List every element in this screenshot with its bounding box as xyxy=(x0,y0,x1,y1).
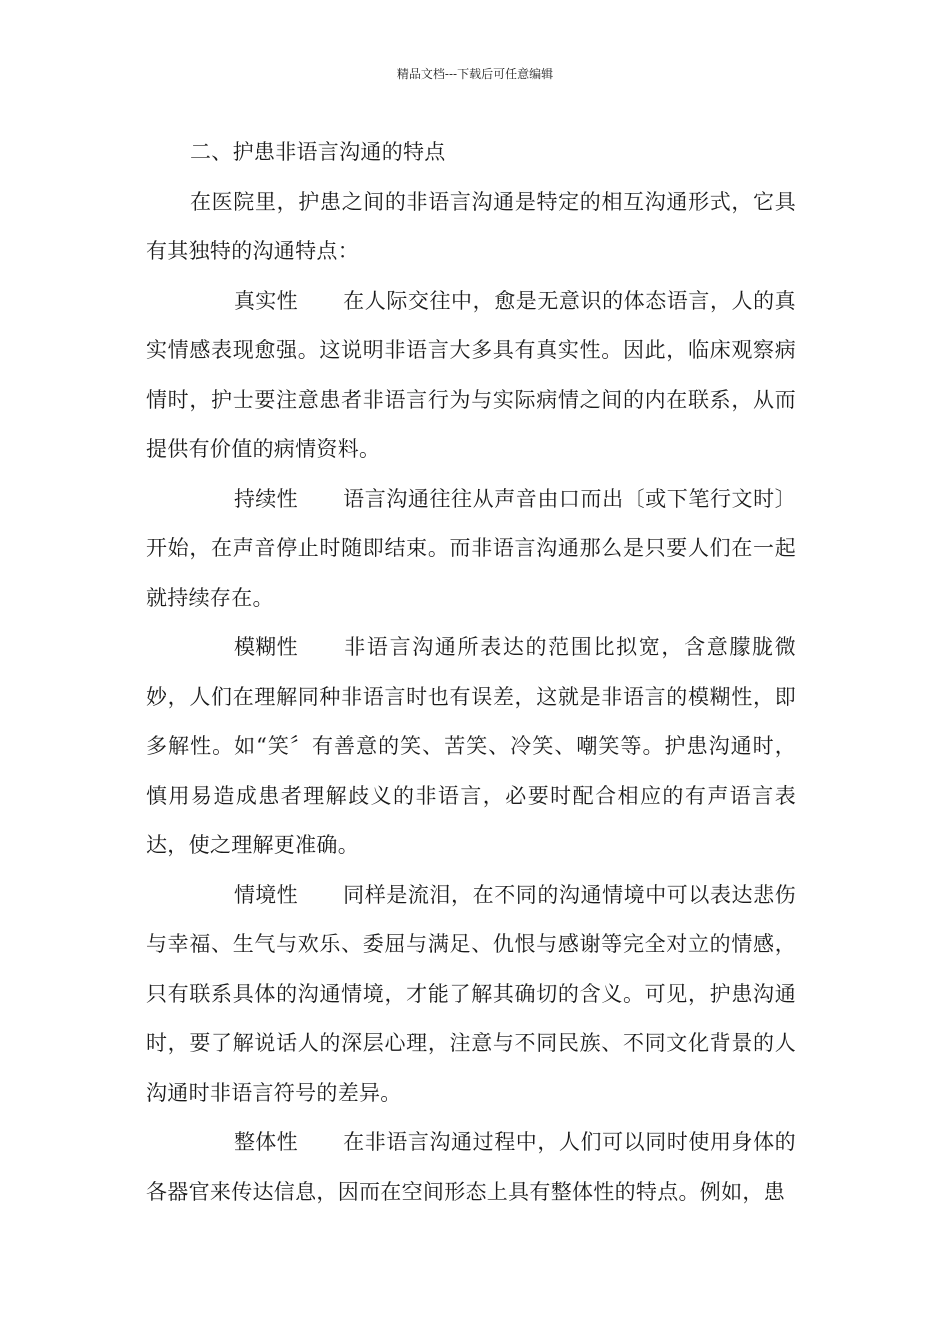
feature-term: 模糊性 xyxy=(234,635,298,659)
feature-paragraph-context xyxy=(146,871,796,1119)
feature-term: 整体性 xyxy=(234,1130,298,1154)
feature-paragraph-authenticity xyxy=(146,277,796,475)
feature-term: 情境性 xyxy=(234,882,298,907)
feature-text: 非语言沟通所表达的范围比拟宽，含意朦胧微妙，人们在理解同种非语言时也有误差，这就是非语言的模糊性，即多解性。如“笑〞有善意的笑、苦笑、冷笑、嘲笑等。护患沟通时，慎用易造成患者理解歧义的非语言，必要时配合相应的有声语言表达，使之理解更准确。 xyxy=(146,635,796,857)
intro-paragraph: 在医院里，护患之间的非语言沟通是特定的相互沟通形式，它具有其独特的沟通特点： xyxy=(146,189,796,263)
section-title: 二、护患非语言沟通的特点 xyxy=(190,140,446,164)
feature-text: 语言沟通往往从声音由口而出〔或下笔行文时〕开始，在声音停止时随即结束。而非语言沟通那么是只要人们在一起就持续存在。 xyxy=(146,486,796,610)
feature-paragraph-continuity xyxy=(146,475,796,624)
feature-paragraph-ambiguity xyxy=(146,623,796,871)
feature-text: 在人际交往中，愈是无意识的体态语言，人的真实情感表现愈强。这说明非语言大多具有真实性。因此，临床观察病情时，护士要注意患者非语言行为与实际病情之间的内在联系，从而提供有价值的病情资料。 xyxy=(146,288,796,461)
feature-paragraph-wholeness xyxy=(146,1118,796,1217)
page-header: 精品文档---下载后可任意编辑 xyxy=(396,67,554,81)
feature-text: 同样是流泪，在不同的沟通情境中可以表达悲伤与幸福、生气与欢乐、委屈与满足、仇恨与感谢等完全对立的情感，只有联系具体的沟通情境，才能了解其确切的含义。可见，护患沟通时，要了解说话人的深层心理，注意与不同民族、不同文化背景的人沟通时非语言符号的差异。 xyxy=(146,882,796,1105)
feature-text: 在非语言沟通过程中，人们可以同时使用身体的各器官来传达信息，因而在空间形态上具有整体性的特点。例如，患 xyxy=(146,1130,796,1204)
feature-term: 真实性 xyxy=(234,288,298,313)
document-body xyxy=(146,128,796,1217)
feature-term: 持续性 xyxy=(234,486,298,511)
